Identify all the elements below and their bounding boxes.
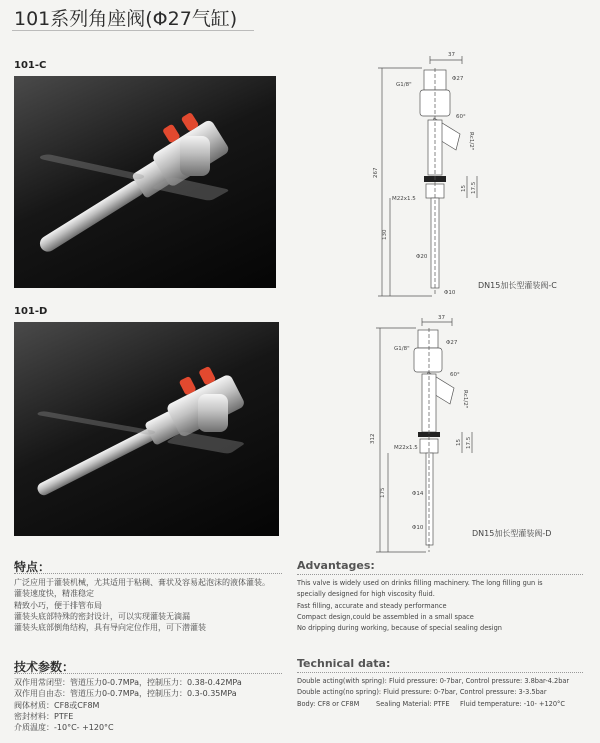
dim-angle-c: 60° <box>456 114 466 120</box>
specs-list-cn <box>14 677 299 733</box>
title-underline <box>12 30 254 31</box>
dim-top-c: 37 <box>448 52 455 58</box>
dim-cyl-d: Φ27 <box>446 340 458 346</box>
advantage-item-en: This valve is widely used on drinks filling machinery. The long filling gun is <box>297 579 543 587</box>
product-photo-d <box>14 322 279 536</box>
advantages-divider-en <box>297 574 583 575</box>
features-list-cn <box>14 577 284 633</box>
dim-cyl-c: Φ27 <box>452 76 464 82</box>
dim-d20-c: Φ20 <box>416 254 428 260</box>
technical-divider-en <box>297 672 583 673</box>
advantage-item-en: specially designed for high viscosity fluid. <box>297 590 435 599</box>
advantages-heading-en: Advantages: <box>297 559 375 572</box>
specs-heading-cn: 技术参数： <box>14 660 75 674</box>
dim-d10-c: Φ10 <box>444 290 456 296</box>
advantage-item-en: Compact design,could be assembled in a small space <box>297 612 474 621</box>
dim-port-c: G1/8" <box>396 82 412 88</box>
technical-item-en: Double acting(no spring): Fluid pressure: 0-7bar, Control pressure: 3-3.5bar <box>297 688 547 697</box>
dim-thread-d: M22x1.5 <box>394 445 418 451</box>
dim-175-d: 17.5 <box>466 436 472 449</box>
dim-inlet-c: Rc1/2" <box>468 132 474 151</box>
dim-175-c: 17.5 <box>471 181 477 194</box>
dim-15-d: 15 <box>456 439 462 446</box>
model-label-d: 101-D <box>14 306 48 317</box>
spec-item-cn: 双作用自由态：管道压力0-0.7MPa，控制压力：0.3-0.35MPa <box>14 689 237 699</box>
spec-item-cn: 密封材料：PTFE <box>14 711 74 721</box>
features-heading-cn: 特点： <box>14 560 51 574</box>
features-intro-cn: 广泛应用于灌装机械，尤其适用于粘稠、膏状及容易起泡沫的液体灌装。 <box>14 578 270 587</box>
advantages-list-en <box>297 578 543 634</box>
feature-item-cn: 精致小巧，便于排管布局 <box>14 600 102 610</box>
advantage-item-en: No dripping during working, because of special sealing design <box>297 624 502 633</box>
page-title: 101系列角座阀(Φ27气缸) <box>14 8 238 30</box>
feature-item-cn: 灌装速度快，精准稳定 <box>14 589 94 599</box>
model-label-c: 101-C <box>14 60 47 71</box>
spec-item-cn: 双作用常闭型：管道压力0-0.7MPa，控制压力：0.38-0.42MPa <box>14 678 242 687</box>
caption-d: DN15加长型灌装阀-D <box>472 529 552 538</box>
dim-d10-d: Φ10 <box>412 525 424 531</box>
spec-item-cn: 介质温度：-10°C- +120°C <box>14 723 114 733</box>
feature-item-cn: 灌装头底部倒角结构，具有导向定位作用，可下潜灌装 <box>14 623 206 633</box>
dim-top-d: 37 <box>438 315 445 321</box>
dim-len-c: 130 <box>382 229 388 240</box>
caption-c: DN15加长型灌装阀-C <box>478 281 557 290</box>
feature-item-cn: 灌装头底部特殊的密封设计，可以实现灌装无滴漏 <box>14 611 190 621</box>
spec-item-cn: 阀体材质：CF8或CF8M <box>14 700 100 710</box>
dim-inlet-d: Rc1/2" <box>462 390 468 409</box>
technical-list-en <box>297 676 569 710</box>
advantage-item-en: Fast filling, accurate and steady performance <box>297 601 447 610</box>
technical-item-en: Body: CF8 or CF8M Sealing Material: PTFE Fluid temperature: -10- +120°C <box>297 699 565 708</box>
dim-angle-d: 60° <box>450 372 460 378</box>
dim-port-d: G1/8" <box>394 346 410 352</box>
dim-d14-d: Φ14 <box>412 491 424 497</box>
features-divider-cn <box>14 573 282 574</box>
technical-heading-en: Technical data: <box>297 657 391 670</box>
dim-15-c: 15 <box>461 185 467 192</box>
dim-total-c: 267 <box>373 167 379 178</box>
technical-item-en: Double acting(with spring): Fluid pressure: 0-7bar, Control pressure: 3.8bar-4.2bar <box>297 677 570 685</box>
dim-thread-c: M22x1.5 <box>392 196 416 202</box>
drawing-d <box>352 312 502 558</box>
dim-total-d: 312 <box>370 433 376 444</box>
product-photo-c <box>14 76 276 288</box>
dim-len-d: 175 <box>380 487 386 498</box>
specs-divider-cn <box>14 673 282 674</box>
drawing-c <box>352 48 502 303</box>
